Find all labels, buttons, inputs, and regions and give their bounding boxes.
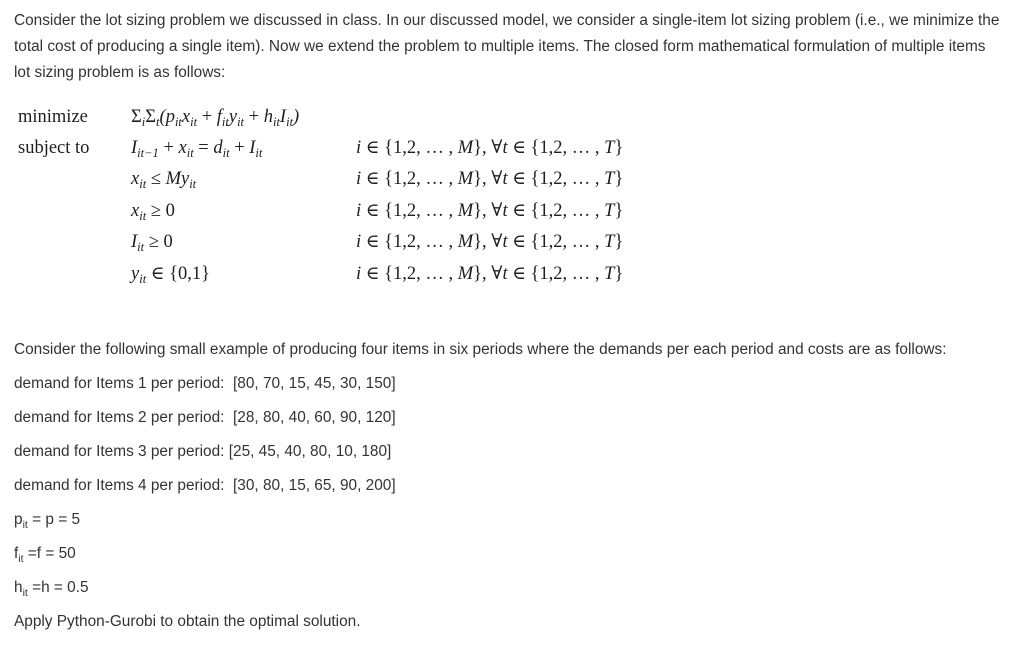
demand-label: demand for Items 2 per period:	[14, 409, 225, 426]
param-p: $p_{it} = p = 5$	[14, 511, 81, 531]
demand-values: [25, 45, 40, 80, 10, 180]	[228, 443, 392, 460]
constraint-domain: i ∈ {1,2, … , M}, ∀t ∈ {1,2, … , T}	[356, 138, 624, 158]
minimize-label: minimize	[18, 107, 88, 127]
demand-label: demand for Items 1 per period:	[14, 375, 225, 392]
subject-to-label: subject to	[18, 138, 90, 158]
constraint-domain: i ∈ {1,2, … , M}, ∀t ∈ {1,2, … , T}	[356, 201, 624, 221]
example-intro: Consider the following small example of producing four items in six periods where the demands per each period and costs are as follows:	[14, 341, 947, 358]
closing-instruction: Apply Python-Gurobi to obtain the optimal solution.	[14, 613, 361, 630]
demand-line	[14, 375, 396, 393]
constraint-setup: $x_{it} \le My_{it}$	[131, 169, 197, 191]
demand-values: [30, 80, 15, 65, 90, 200]	[233, 477, 396, 494]
demand-line	[14, 443, 391, 461]
param-h: $h_{it} =h = 0.5$	[14, 579, 89, 599]
demand-values: [80, 70, 15, 45, 30, 150]	[233, 375, 396, 392]
constraint-binary: $y_{it}$ ∈ {0,1}	[131, 264, 211, 286]
demand-values: [28, 80, 40, 60, 90, 120]	[233, 409, 396, 426]
intro-paragraph: Consider the lot sizing problem we discussed in class. In our discussed model, we consider a single-item lot sizing problem (i.e., we minimize the total cost of producing a single item). Now we extend the problem to multiple items. The closed form mathematical formulation of multiple items lot sizing problem is as follows:	[14, 12, 1000, 81]
demand-label: demand for Items 4 per period:	[14, 477, 225, 494]
demand-label: demand for Items 3 per period:	[14, 443, 225, 460]
constraint-i-nonneg: $I_{it} \ge 0$	[131, 232, 173, 254]
constraint-x-nonneg: $x_{it} \ge 0$	[131, 201, 175, 223]
constraint-domain: i ∈ {1,2, … , M}, ∀t ∈ {1,2, … , T}	[356, 169, 624, 189]
constraint-balance: $I_{it-1} + x_{it} = d_{it} + I_{it}$	[131, 138, 263, 160]
constraint-domain: i ∈ {1,2, … , M}, ∀t ∈ {1,2, … , T}	[356, 232, 624, 252]
objective-expression: $\Sigma_i\Sigma_t(p_{it}x_{it} + f_{it}y_{it} + h_{it}I_{it})$	[131, 107, 300, 129]
demand-line	[14, 409, 396, 427]
param-f: $f_{it} =f = 50$	[14, 545, 76, 565]
demand-line	[14, 477, 396, 495]
constraint-domain: i ∈ {1,2, … , M}, ∀t ∈ {1,2, … , T}	[356, 264, 624, 284]
